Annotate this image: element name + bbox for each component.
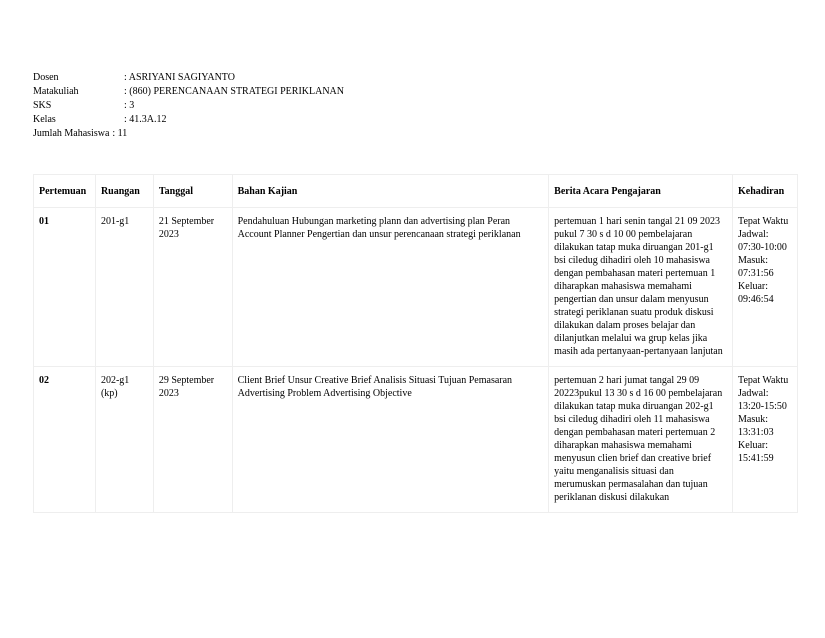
course-info (33, 71, 344, 141)
info-label: SKS (33, 100, 52, 111)
info-row-kelas (33, 113, 344, 127)
info-label: Jumlah Mahasiswa (33, 128, 110, 139)
table-row (34, 367, 798, 513)
cell-berita-acara: pertemuan 1 hari senin tangal 21 09 2023 pukul 7 30 s d 10 00 pembelajaran dilakukan tatap muka diruangan 201-g1 bsi ciledug dihadiri oleh 10 mahasiswa dengan pembahasan materi pertemuan 1 diharapkan mahasiswa memahami pengertian dan unsur dalam menyusun strategi periklanan suatu produk diskusi dilakukan dalam proses belajar dan dilanjutkan melalui wa grup kelas jika masih ada pertanyaan-pertanyaan lanjutan (549, 208, 733, 367)
cell-ruangan: 202-g1 (kp) (95, 367, 153, 513)
info-label: Kelas (33, 114, 56, 125)
cell-berita-acara: pertemuan 2 hari jumat tangal 29 09 20223pukul 13 30 s d 16 00 pembelajaran dilakukan tatap muka diruangan 202-g1 bsi ciledug dihadiri oleh 11 mahasiswa dengan pembahasan materi pertemuan 2 diharapkan mahasiswa memahami menyusun clien brief dan creative brief yaitu menganalisis situasi dan merumuskan permasalahan dan tujuan periklanan diskusi dilakukan (549, 367, 733, 513)
cell-kehadiran: Tepat Waktu Jadwal: 07:30-10:00 Masuk: 07:31:56 Keluar: 09:46:54 (733, 208, 798, 367)
header-pertemuan: Pertemuan (34, 175, 96, 208)
cell-pertemuan: 02 (34, 367, 96, 513)
info-row-sks (33, 99, 344, 113)
info-value: : 3 (124, 100, 135, 111)
cell-pertemuan: 01 (34, 208, 96, 367)
header-ruangan: Ruangan (95, 175, 153, 208)
attendance-table (33, 174, 798, 513)
info-value: : 11 (112, 128, 128, 139)
info-row-dosen (33, 71, 344, 85)
header-berita-acara: Berita Acara Pengajaran (549, 175, 733, 208)
header-kehadiran: Kehadiran (733, 175, 798, 208)
cell-bahan-kajian: Client Brief Unsur Creative Brief Analisis Situasi Tujuan Pemasaran Advertising Problem Advertising Objective (232, 367, 549, 513)
info-value: : 41.3A.12 (124, 114, 167, 125)
header-bahan-kajian: Bahan Kajian (232, 175, 549, 208)
info-row-matakuliah (33, 85, 344, 99)
info-value: : (860) PERENCANAAN STRATEGI PERIKLANAN (124, 86, 344, 97)
cell-ruangan: 201-g1 (95, 208, 153, 367)
header-tanggal: Tanggal (153, 175, 232, 208)
cell-kehadiran: Tepat Waktu Jadwal: 13:20-15:50 Masuk: 13:31:03 Keluar: 15:41:59 (733, 367, 798, 513)
info-value: : ASRIYANI SAGIYANTO (124, 72, 235, 83)
info-label: Matakuliah (33, 86, 79, 97)
info-row-jumlah-mahasiswa (33, 127, 344, 141)
cell-bahan-kajian: Pendahuluan Hubungan marketing plann dan advertising plan Peran Account Planner Pengertian dan unsur perencanaan strategi periklanan (232, 208, 549, 367)
table-header-row (34, 175, 798, 208)
info-label: Dosen (33, 72, 59, 83)
table-row (34, 208, 798, 367)
cell-tanggal: 29 September 2023 (153, 367, 232, 513)
cell-tanggal: 21 September 2023 (153, 208, 232, 367)
